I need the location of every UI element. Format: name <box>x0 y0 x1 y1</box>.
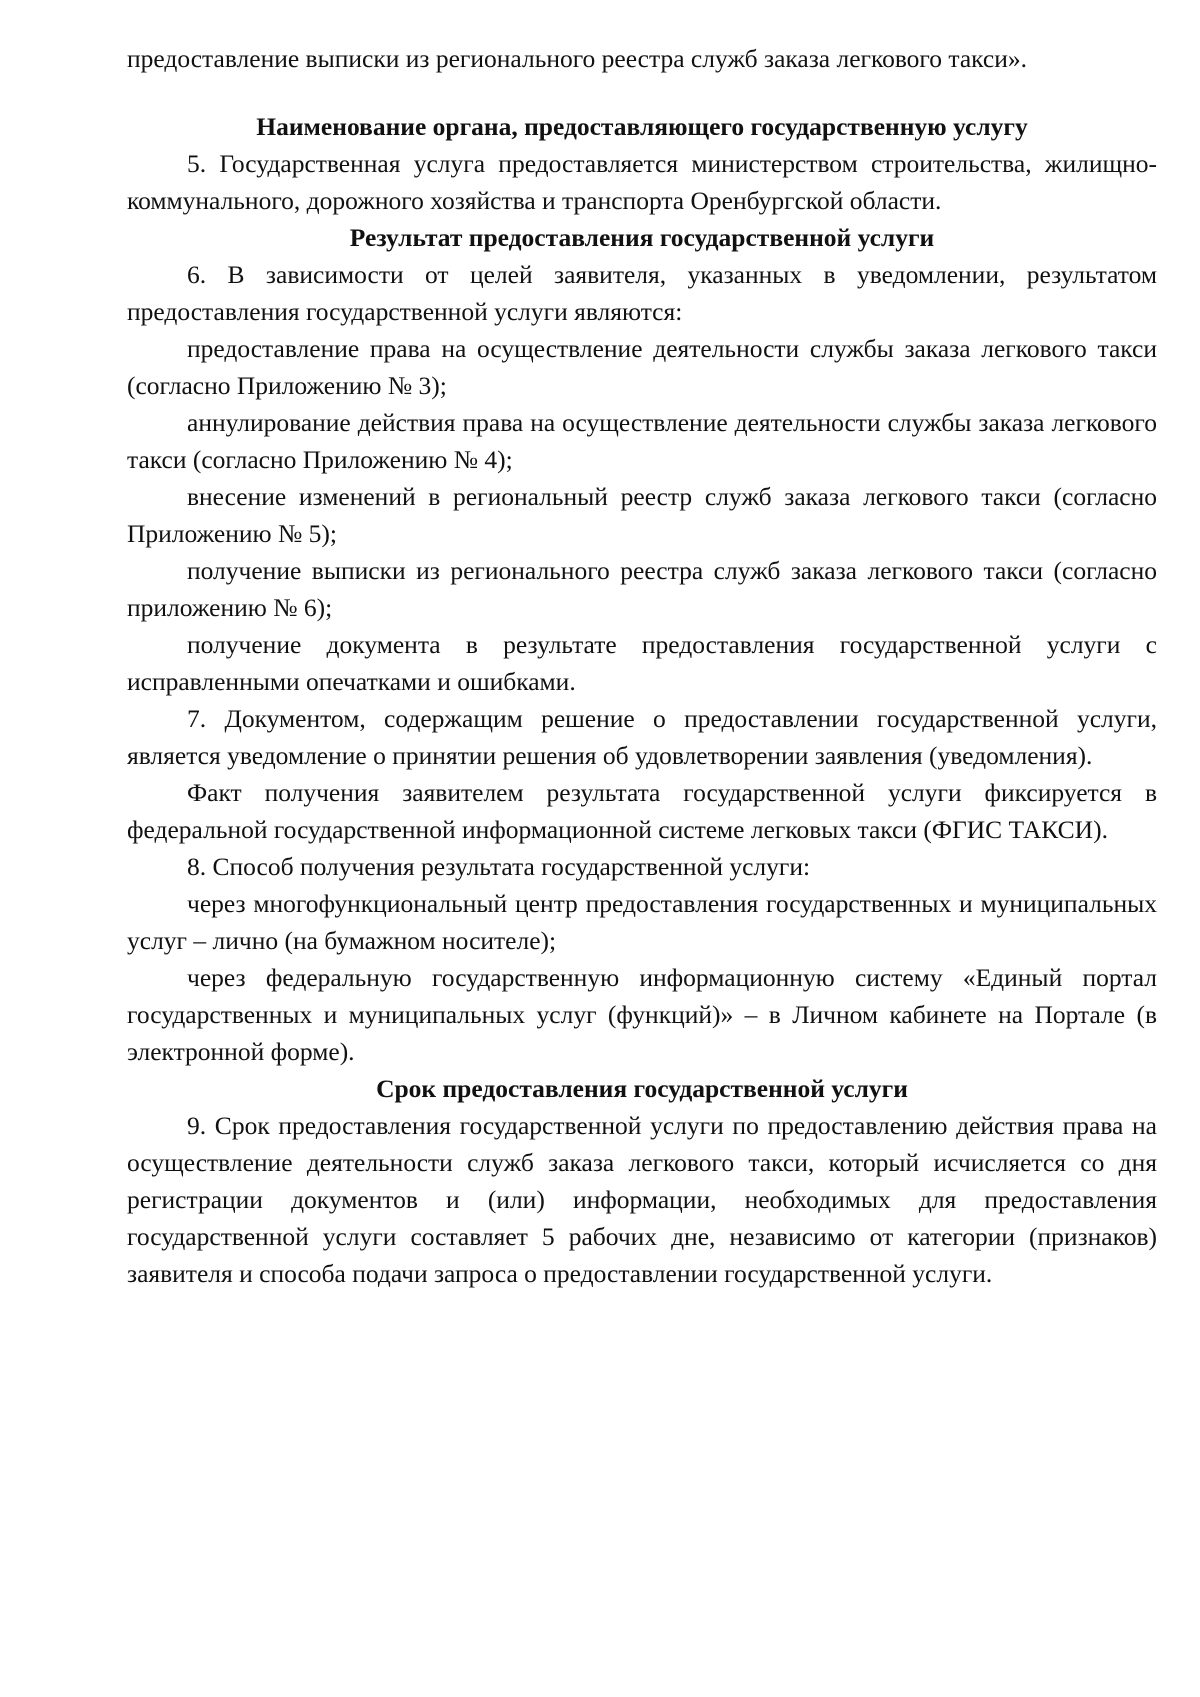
list-item: получение документа в результате предоставления государственной услуги с исправленными опечатками и ошибками. <box>127 630 1157 696</box>
section-heading: Наименование органа, предоставляющего государственную услугу <box>256 112 1028 141</box>
list-item: получение выписки из регионального реестра служб заказа легкового такси (согласно приложению № 6); <box>127 556 1157 622</box>
section-heading: Срок предоставления государственной услуги <box>376 1074 908 1103</box>
paragraph-7: 7. Документом, содержащим решение о предоставлении государственной услуги, является уведомление о принятии решения об удовлетворении заявления (уведомления). <box>127 704 1157 770</box>
paragraph-9: 9. Срок предоставления государственной услуги по предоставлению действия права на осуществление деятельности служб заказа легкового такси, который исчисляется со дня регистрации документов и (или) информации, необходимых для предоставления государственной услуги составляет 5 рабочих дне, независимо от категории (признаков) заявителя и способа подачи запроса о предоставлении государственной услуги. <box>127 1111 1157 1288</box>
paragraph-8: 8. Способ получения результата государственной услуги: <box>187 852 811 881</box>
list-item: через федеральную государственную информационную систему «Единый портал государственных и муниципальных услуг (функций)» – в Личном кабинете на Портале (в электронной форме). <box>127 963 1157 1066</box>
paragraph-fact: Факт получения заявителем результата государственной услуги фиксируется в федеральной государственной информационной системе легковых такси (ФГИС ТАКСИ). <box>127 778 1157 844</box>
section-authority <box>127 108 1157 219</box>
document-page <box>127 40 1157 1292</box>
list-item: аннулирование действия права на осуществление деятельности службы заказа легкового такси (согласно Приложению № 4); <box>127 408 1157 474</box>
list-item: предоставление права на осуществление деятельности службы заказа легкового такси (согласно Приложению № 3); <box>127 334 1157 400</box>
paragraph-6: 6. В зависимости от целей заявителя, указанных в уведомлении, результатом предоставления государственной услуги являются: <box>127 260 1157 326</box>
continuation-text: предоставление выписки из регионального реестра служб заказа легкового такси». <box>127 44 1027 73</box>
section-term <box>127 1070 1157 1292</box>
section-result <box>127 219 1157 1070</box>
paragraph-5: 5. Государственная услуга предоставляется министерством строительства, жилищно-коммунального, дорожного хозяйства и транспорта Оренбургской области. <box>127 149 1157 215</box>
list-item: внесение изменений в региональный реестр служб заказа легкового такси (согласно Приложению № 5); <box>127 482 1157 548</box>
list-item: через многофункциональный центр предоставления государственных и муниципальных услуг – лично (на бумажном носителе); <box>127 889 1157 955</box>
section-heading: Результат предоставления государственной услуги <box>349 223 935 252</box>
